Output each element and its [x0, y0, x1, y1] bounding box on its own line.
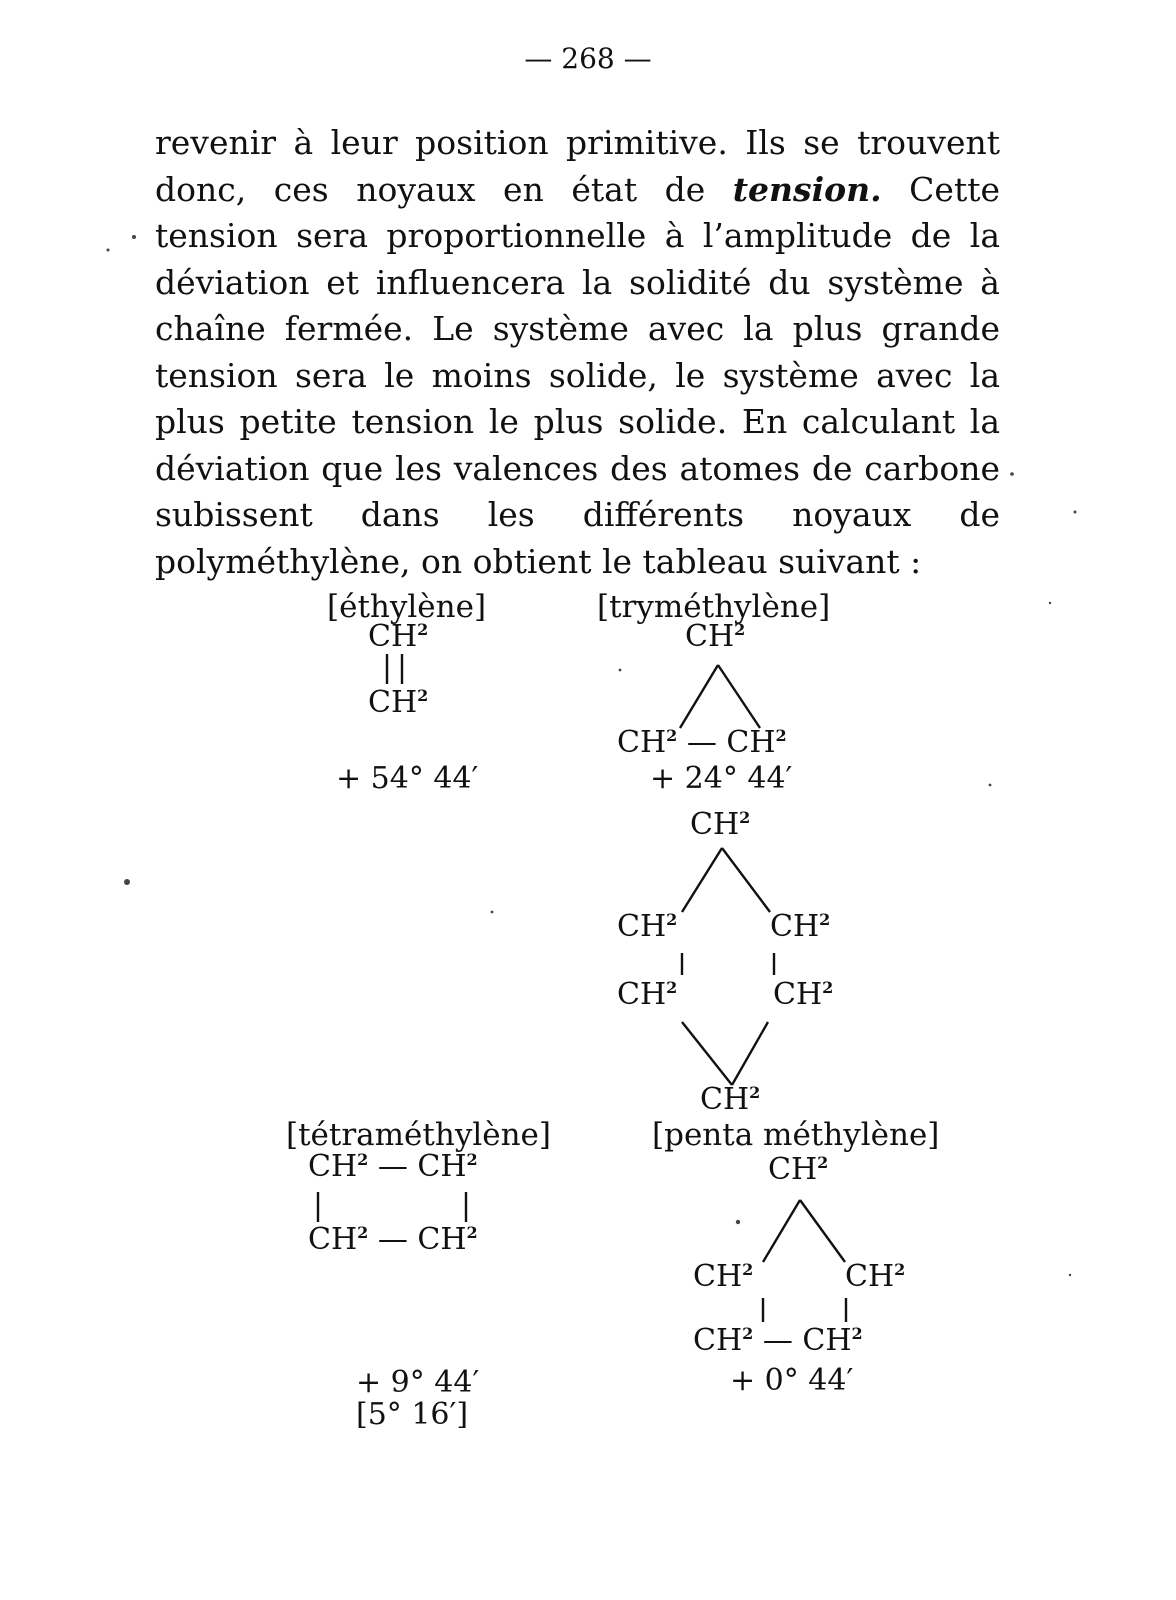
tetramethylene-angle-alt: [5° 16′]: [356, 1397, 469, 1432]
bond-dash: —: [377, 1149, 408, 1184]
bond-dash: —: [762, 1323, 793, 1358]
ch-index: 2: [734, 620, 746, 639]
ch-group-text: CH: [617, 725, 667, 760]
page-number: — 268 —: [524, 42, 652, 75]
trimethylene-ch2-top: [685, 619, 746, 654]
ch-group-text: CH: [693, 1323, 743, 1358]
ch-index: 2: [357, 1150, 369, 1169]
ethylene-label: [éthylène]: [327, 589, 487, 625]
tetramethylene-label: [tétraméthylène]: [286, 1117, 551, 1153]
pentamethylene-ch2-top: [768, 1152, 829, 1187]
paragraph-text-start: revenir à leur position primitive. Ils se trouvent donc, ces noyaux en état de: [155, 123, 1000, 209]
ch-index: 2: [775, 726, 787, 745]
trimethylene-angle: + 24° 44′: [650, 761, 793, 796]
paragraph-text-end: Cette tension sera proportionnelle à l’amplitude de la déviation et influencera la solidité du système à chaîne fermée. Le système avec la plus grande tension sera le moins solide, le système avec la plus petite tension le plus solide. En calculant la déviation que les valences des atomes de carbone subissent dans les différents noyaux de polyméthylène, on obtient le tableau suivant :: [155, 169, 1000, 581]
ch-group-text: CH: [768, 1152, 818, 1187]
ch-index: 2: [742, 1260, 754, 1279]
ch-index: 2: [749, 1083, 761, 1102]
bond-dash: —: [377, 1222, 408, 1257]
ch-group-text: CH: [417, 1222, 467, 1257]
pentamethylene-label: [penta méthylène]: [652, 1117, 940, 1153]
ch-group-text: CH: [770, 909, 820, 944]
trimethylene-label: [tryméthylène]: [597, 589, 831, 625]
ch-group-text: CH: [685, 619, 735, 654]
ch-index: 2: [851, 1324, 863, 1343]
ring6-ch2-left-upper: [617, 909, 678, 944]
ring6-ch2-top: [690, 807, 751, 842]
ch-group-text: CH: [773, 977, 823, 1012]
ch-group-text: CH: [617, 977, 667, 1012]
ch-index: 2: [466, 1223, 478, 1242]
ch-group-text: CH: [700, 1082, 750, 1117]
ch-index: 2: [819, 910, 831, 929]
ch-index: 2: [817, 1153, 829, 1172]
ch-index: 2: [666, 978, 678, 997]
ch-index: 2: [357, 1223, 369, 1242]
pentamethylene-ch2-right: [845, 1259, 906, 1294]
ethylene-ch2-bottom: [368, 685, 429, 720]
bond-dash: —: [686, 725, 717, 760]
trimethylene-bottom-row: [617, 725, 787, 760]
ring6-ch2-right-lower: [773, 977, 834, 1012]
ch-index: 2: [666, 910, 678, 929]
ch-index: 2: [666, 726, 678, 745]
ch-group-text: CH: [368, 685, 418, 720]
ch-group-text: CH: [802, 1323, 852, 1358]
ch-group-text: CH: [845, 1259, 895, 1294]
ch-index: 2: [894, 1260, 906, 1279]
ch-group-text: CH: [693, 1259, 743, 1294]
ch-index: 2: [466, 1150, 478, 1169]
ring6-ch2-bottom: [700, 1082, 761, 1117]
tetramethylene-bottom-row: [308, 1222, 478, 1257]
ch-group-text: CH: [417, 1149, 467, 1184]
ch-group-text: CH: [726, 725, 776, 760]
ring6-ch2-left-lower: [617, 977, 678, 1012]
ch-index: 2: [742, 1324, 754, 1343]
pentamethylene-bottom-row: [693, 1323, 863, 1358]
ch-group-text: CH: [617, 909, 667, 944]
ch-group-text: CH: [308, 1149, 358, 1184]
ethylene-ch2-top: [368, 619, 429, 654]
tetramethylene-top-row: [308, 1149, 478, 1184]
ch-index: 2: [417, 620, 429, 639]
pentamethylene-ch2-left: [693, 1259, 754, 1294]
tetramethylene-angle: + 9° 44′: [356, 1365, 480, 1400]
ch-index: 2: [417, 686, 429, 705]
ch-group-text: CH: [308, 1222, 358, 1257]
ch-group-text: CH: [368, 619, 418, 654]
ethylene-angle: + 54° 44′: [336, 761, 479, 796]
ch-group-text: CH: [690, 807, 740, 842]
ch-index: 2: [822, 978, 834, 997]
pentamethylene-angle: + 0° 44′: [730, 1363, 854, 1398]
ch-index: 2: [739, 808, 751, 827]
ring6-ch2-right-upper: [770, 909, 831, 944]
emphasized-word: tension.: [732, 169, 882, 209]
